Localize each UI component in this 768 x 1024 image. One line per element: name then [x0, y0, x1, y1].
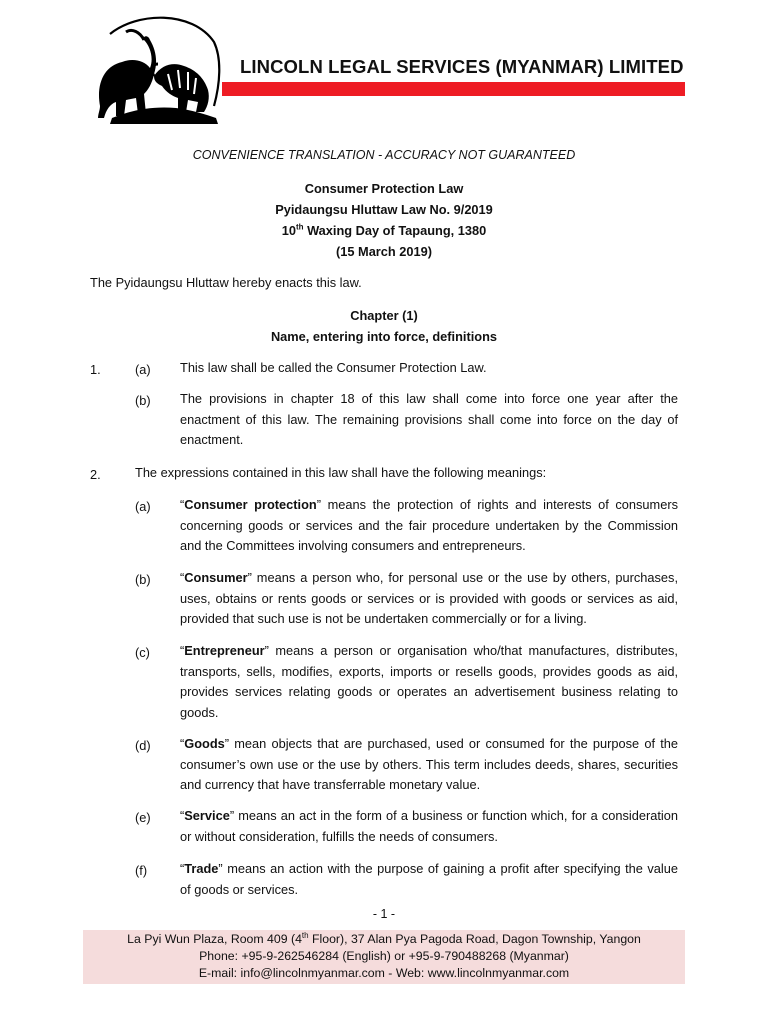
law-title: Consumer Protection Law: [304, 181, 464, 196]
chapter-title: Name, entering into force, definitions: [270, 329, 498, 344]
definition-text: “Service” means an act in the form of a business or function which, for a consideration or without consideration, fulfills the needs of consumers.: [180, 808, 678, 844]
footer-email-web: E-mail: info@lincolnmyanmar.com - Web: www.lincolnmyanmar.com: [198, 966, 570, 980]
footer-phone: Phone: +95-9-262546284 (English) or +95-9-790488268 (Myanmar): [199, 949, 569, 963]
clause-label: (b): [135, 393, 151, 408]
definition-text: “Consumer” means a person who, for personal use or the use by others, purchases, uses, obtains or rents goods or services or is provided with goods or services as aid, provided that such use is not be undertaken commercially or for a living.: [180, 570, 678, 626]
definition-label: (c): [135, 645, 150, 660]
page-number: - 1 -: [372, 907, 396, 921]
law-myanmar-date: 10th Waxing Day of Tapaung, 1380: [281, 222, 487, 238]
definition-text: “Goods” mean objects that are purchased, used or consumed for the purpose of the consumer’s own use or the use by others. This term includes deeds, shares, securities and currency that have transferrable monetary value.: [180, 736, 678, 792]
defined-term: Consumer protection: [184, 497, 317, 512]
defined-term: Trade: [184, 861, 219, 876]
definition-label: (b): [135, 572, 151, 587]
definition-label: (e): [135, 810, 151, 825]
section-intro: The expressions contained in this law shall have the following meanings:: [135, 465, 547, 480]
definition-text: “Entrepreneur” means a person or organisation who/that manufactures, distributes, transports, sells, modifies, exports, imports or resells goods, provides goods as aid, provides services relating goods or operates an advertisement business relating to goods.: [180, 643, 678, 720]
chapter-heading: [0, 305, 768, 347]
definition-label: (a): [135, 499, 151, 514]
clause-text: This law shall be called the Consumer Protection Law.: [180, 360, 487, 375]
translation-notice: CONVENIENCE TRANSLATION - ACCURACY NOT GUARANTEED: [192, 148, 576, 162]
clause-text: The provisions in chapter 18 of this law shall come into force one year after the enactment of this law. The remaining provisions shall come into force on the day of enactment.: [180, 391, 678, 447]
law-title-block: [0, 178, 768, 262]
clause-label: (a): [135, 362, 151, 377]
elephant-tiger-logo-icon: [92, 14, 222, 126]
footer-contact-box: [83, 930, 685, 984]
firm-name: LINCOLN LEGAL SERVICES (MYANMAR) LIMITED: [240, 56, 684, 77]
enactment-clause: The Pyidaungsu Hluttaw hereby enacts this law.: [90, 275, 362, 290]
defined-term: Consumer: [184, 570, 248, 585]
chapter-number: Chapter (1): [350, 308, 418, 323]
law-gregorian-date: (15 March 2019): [335, 244, 433, 259]
defined-term: Goods: [184, 736, 225, 751]
defined-term: Entrepreneur: [184, 643, 265, 658]
definition-text: “Trade” means an action with the purpose of gaining a profit after specifying the value of goods or services.: [180, 861, 678, 897]
law-number: Pyidaungsu Hluttaw Law No. 9/2019: [275, 202, 493, 217]
section-number: 1.: [90, 362, 101, 377]
definition-text: “Consumer protection” means the protection of rights and interests of consumers concerning goods or services and the fair procedure undertaken by the Commission and the Committees involving consumers and entrepreneurs.: [180, 497, 678, 553]
section-number: 2.: [90, 467, 101, 482]
definition-label: (d): [135, 738, 151, 753]
header-red-bar: [222, 82, 685, 96]
defined-term: Service: [184, 808, 230, 823]
definition-label: (f): [135, 863, 148, 878]
footer-address: La Pyi Wun Plaza, Room 409 (4th Floor), 37 Alan Pya Pagoda Road, Dagon Township, Yangon: [127, 930, 641, 946]
